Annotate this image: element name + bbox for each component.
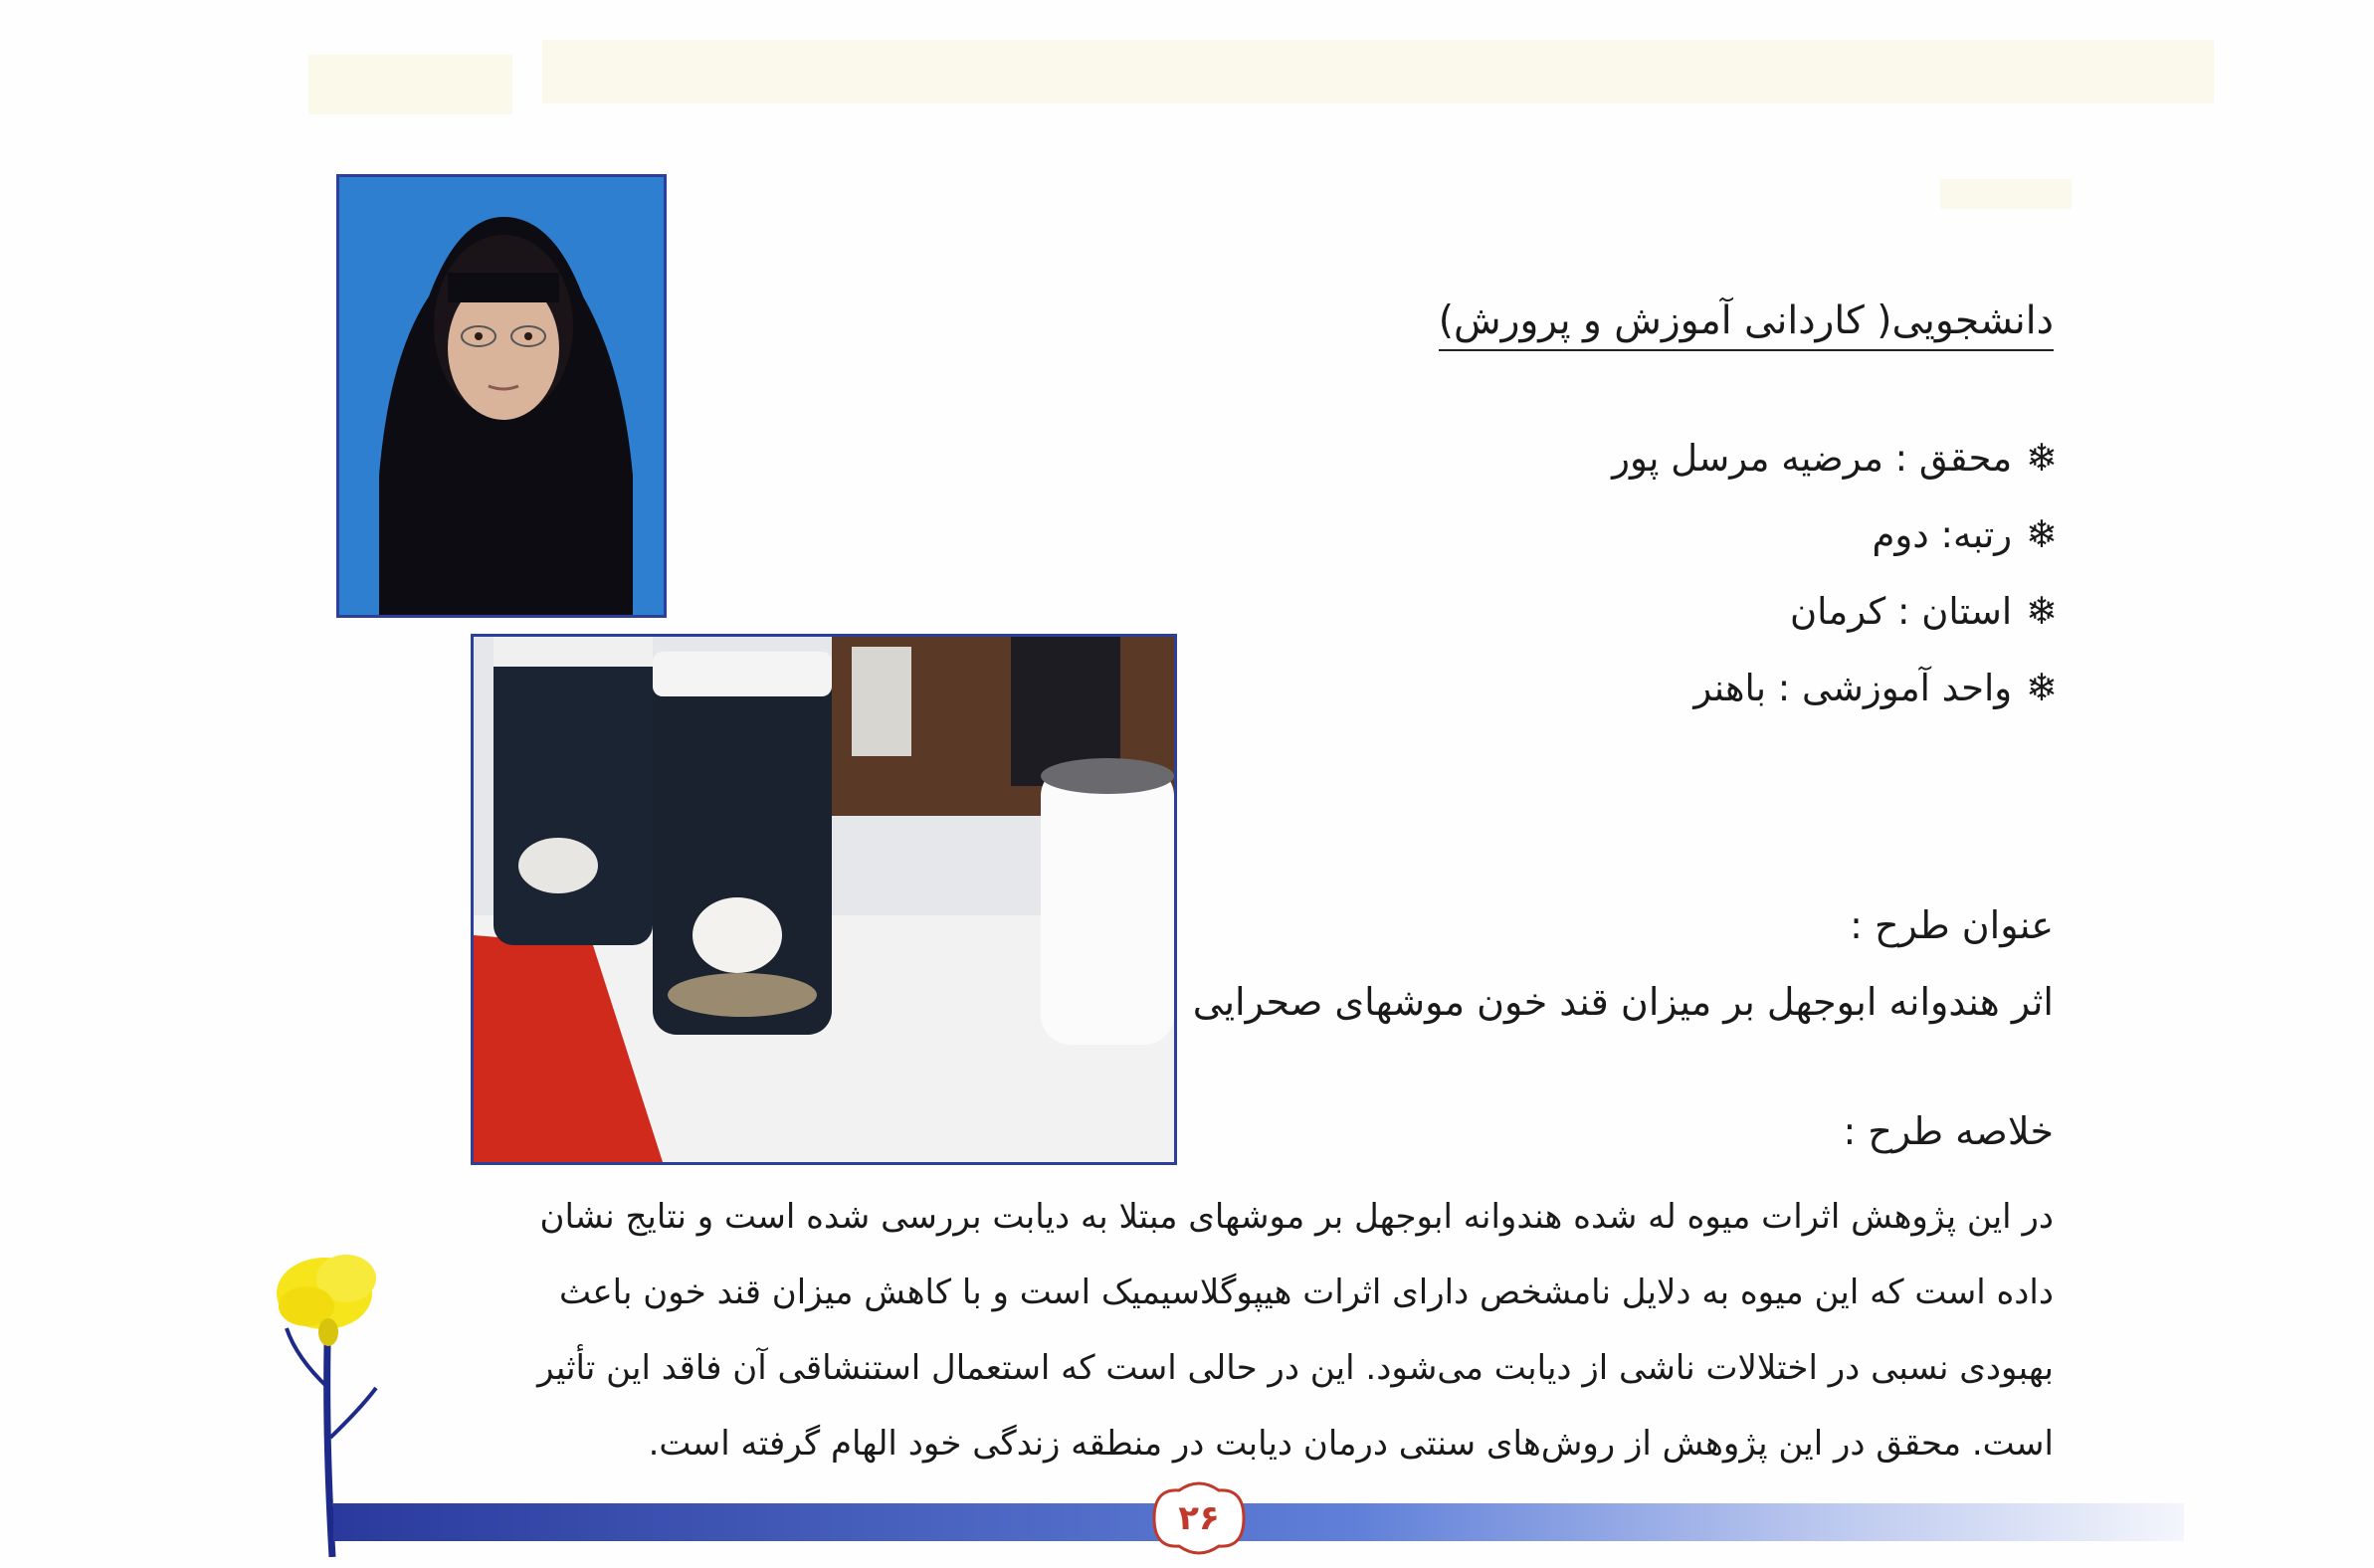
summary-line: داده است که این میوه به دلایل نامشخص دارای اثرات هیپوگلاسیمیک است و با کاهش میزان قند خون باعث [558, 1273, 2054, 1312]
project-summary [317, 1179, 2054, 1481]
snowflake-icon: ❄ [2026, 589, 2058, 633]
header-decoration-band [542, 40, 2214, 103]
page-number-badge [1134, 1480, 1264, 1556]
page-number: ۲۶ [1178, 1498, 1220, 1538]
lab-jars-icon [474, 637, 1174, 1162]
info-text: استان : کرمان [1789, 590, 2013, 633]
project-title-label: عنوان طرح : [1850, 903, 2054, 947]
info-province [1612, 581, 2058, 658]
summary-line: بهبودی نسبی در اختلالات ناشی از دیابت می‌شود. این در حالی است که استعمال استنشاقی آن فاقد این تأثیر [537, 1348, 2054, 1388]
header-decoration-left [308, 55, 512, 114]
researcher-portrait [336, 174, 667, 618]
info-text: واحد آموزشی : باهنر [1693, 667, 2013, 709]
info-rank [1612, 504, 2058, 581]
project-title: اثر هندوانه ابوجهل بر میزان قند خون موشهای صحرایی [1192, 980, 2054, 1024]
section-title: دانشجویی( کاردانی آموزش و پرورش) [1439, 298, 2054, 351]
snowflake-icon: ❄ [2026, 666, 2058, 709]
portrait-icon [339, 177, 664, 615]
info-school [1612, 658, 2058, 734]
snowflake-icon: ❄ [2026, 436, 2058, 480]
snowflake-icon: ❄ [2026, 512, 2058, 556]
info-researcher [1612, 428, 2058, 504]
project-summary-label: خلاصه طرح : [1843, 1109, 2054, 1153]
summary-line: است. محقق در این پژوهش از روش‌های سنتی درمان دیابت در منطقه زندگی خود الهام گرفته است. [648, 1424, 2054, 1464]
summary-line: در این پژوهش اثرات میوه له شده هندوانه ابوجهل بر موشهای مبتلا به دیابت بررسی شده است و نتایج نشان [539, 1197, 2054, 1237]
lab-photo [471, 634, 1177, 1165]
header-decoration-tag [1940, 179, 2072, 209]
info-text: رتبه: دوم [1872, 513, 2013, 556]
info-text: محقق : مرضیه مرسل پور [1612, 437, 2013, 480]
researcher-info-list [1612, 428, 2058, 734]
